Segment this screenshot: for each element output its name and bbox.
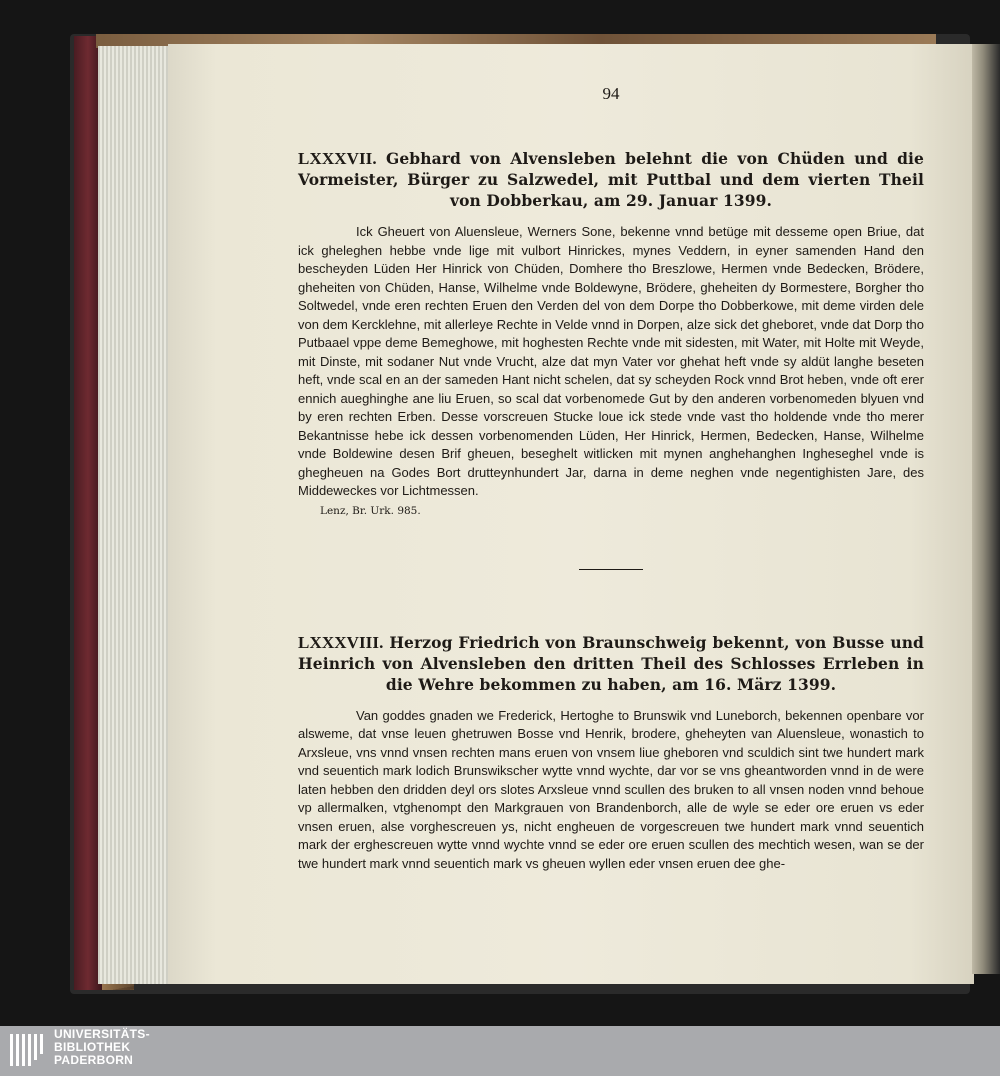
entry-heading-87 xyxy=(298,148,924,211)
library-name-line-3: PADERBORN xyxy=(54,1053,134,1067)
page-number: 94 xyxy=(602,84,620,103)
section-divider xyxy=(579,569,643,570)
entry-title-88: Herzog Friedrich von Braunschweig bekennt, von Busse und Heinrich von Alvensleben den dritten Theil des Schlosses Errleben in die Wehre bekommen zu haben, am 16. März 1399. xyxy=(298,632,924,694)
entry-body-87: Ick Gheuert von Aluensleue, Werners Sone, bekenne vnnd betüge mit desseme open Briue, dat ick gheleghen hebbe vnde lige mit vulbort Hinrickes, mynes Veddern, in eyner samenden Hand den bescheyden Lüden Her Hinrick von Chüden, Domhere tho Breszlowe, Hermen vnde Bedecken, Brödere, gheheiten von Chüden, Hanse, Wilhelme vnde Boldewyne, Brödere, gheheiten dy Bormestere, Borgher tho Soltwedel, vnde eren rechten Eruen den Verden del von dem Dorpe tho Dobberkowe, mit deme virden dele von dem Kercklehne, mit allerleye Rechte in Velde vnnd in Dorpen, alze sick det gheboret, vnde dat Dorp tho Putbaael vppe deme Bemeghowe, mit hoghesten Rechte vnde mit sidesten, mit Water, mit Holte mit Weyde, mit Dinste, mit sodaner Nut vnde Vrucht, alze dat myn Vater vor ghehat heft vnde sy aldüt langhe beseten heft, vnde scal en an der sameden Hant nicht schelen, dat sy scheyden Rock vnnd Brot heben, vnde oft erer ennich aueghinghe ane liu Eruen, so scal dat vorbenomede Gut by den anderen vorbenomeden blyuen vnd by eren rechten Erben. Desse vorscreuen Stucke loue ick stede vnde vast tho holdende vnde tho merer Bekantnisse hebe ick dessen vorbenomenden Lüden, Her Hinrick, Hermen, Bedecken, Hanse, Wilhelme vnde Boldewine desen Brif gheuen, beseghelt witlicken mit mynen anghehanghen Ingheseghel vnde is ghegheuen na Godes Bort drutteynhundert Jar, darna in deme neghen vnde negentighisten Jare, des Middeweckes vor Lichtmessen. xyxy=(298,224,924,498)
entry-source-87: Lenz, Br. Urk. 985. xyxy=(320,504,421,517)
entry-title-87: Gebhard von Alvensleben belehnt die von Chüden und die Vormeister, Bürger zu Salzwedel, mit Puttbal und dem vierten Theil von Dobberkau, am 29. Januar 1399. xyxy=(298,149,925,210)
entry-numeral-87: LXXXVII. xyxy=(298,149,377,168)
page-text-area xyxy=(298,84,924,873)
entry-heading-88 xyxy=(298,632,924,695)
library-name xyxy=(54,1028,150,1067)
library-logo-icon xyxy=(8,1030,48,1070)
library-name-line-2: BIBLIOTHEK xyxy=(54,1040,131,1054)
footer-bar xyxy=(0,1026,1000,1076)
entry-body-88: Van goddes gnaden we Frederick, Hertoghe to Brunswik vnd Luneborch, bekennen openbare vor alsweme, dat vnse leuen ghetruwen Bosse vnd Henrik, brodere, gheheyten van Aluensleue, wonastich to Arxsleue, vns vnnd vnsen rechten mans eruen von vnsem liue gheboren vnd sculdich sint twe hundert mark vnd seuentich mark lodich Brunswikscher wytte vnnd wychte, dar vor se vns gheantworden vnnd in de were laten hebben den dridden deyl ors slotes Arxsleue vnnd scullen des bruken to all vnsen noden vnnd behoue vp allermalken, vtghenompt den Markgrauen von Brandenborch, alle de wyle se eder ore eruen vs eder vnsen eruen, alse vorghescreuen ys, nicht engheuen de vorgescreuen twe hundert mark vnnd seuentich mark der erghescreuen wytte vnnd wychte vnnd se eder ore eruen scullen des mechtich wesen, wan se der twe hundert mark vnnd seuentich mark vs gheuen wyllen eder vnsen eruen dee ghe- xyxy=(298,707,924,871)
entry-numeral-88: LXXXVIII. xyxy=(298,632,384,652)
right-page-edge xyxy=(972,44,1000,974)
library-name-line-1: UNIVERSITÄTS- xyxy=(54,1027,150,1041)
